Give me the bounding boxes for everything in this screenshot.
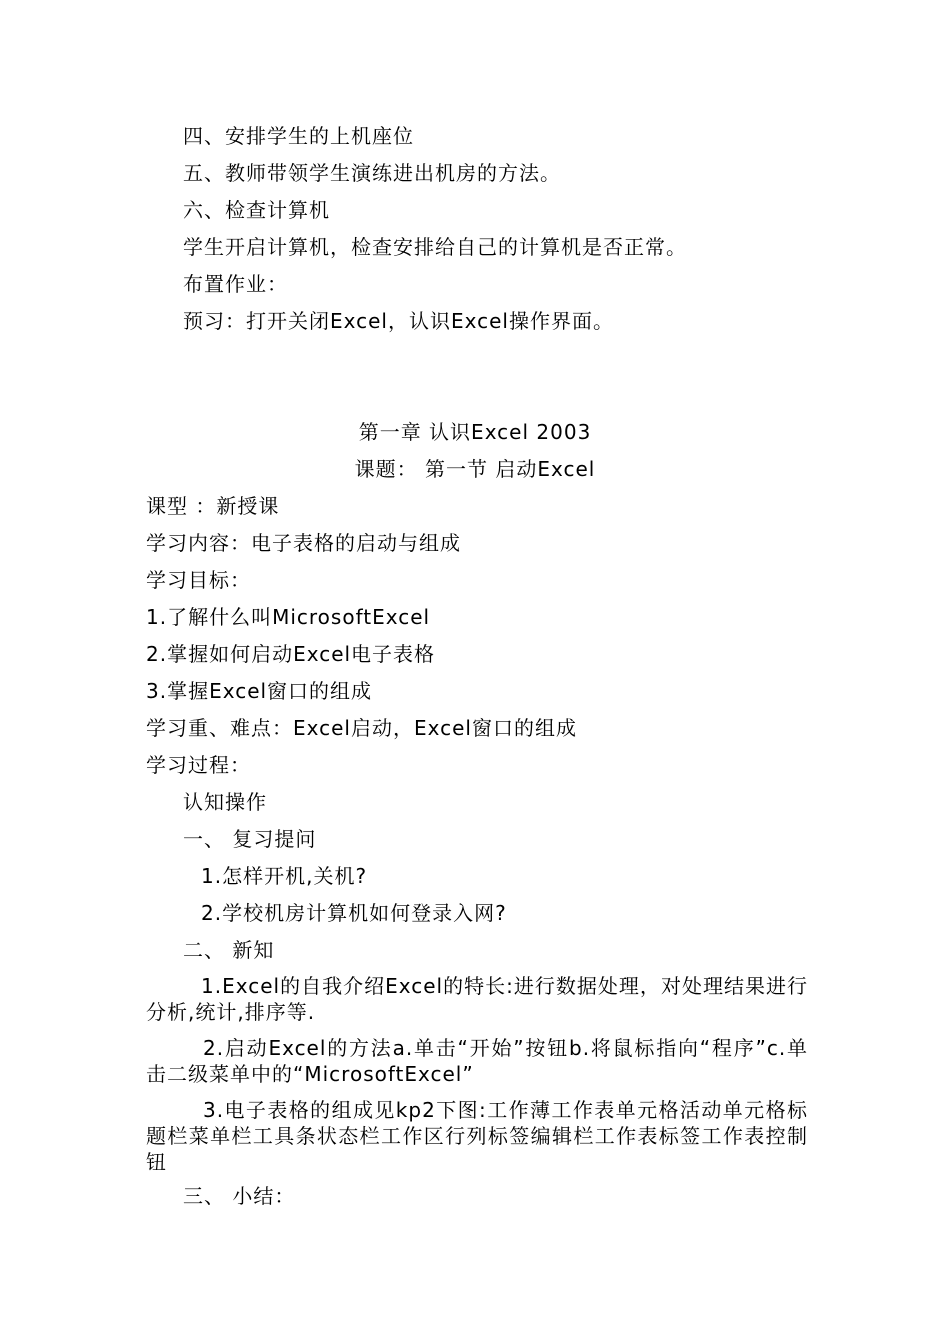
- step-six-detail: 学生开启计算机，检查安排给自己的计算机是否正常。: [183, 235, 687, 259]
- review-item: 1.怎样开机,关机?: [201, 864, 368, 888]
- step-four: 四、安排学生的上机座位: [183, 124, 414, 148]
- homework-label: 布置作业：: [183, 272, 288, 296]
- goal-item: 1.了解什么叫MicrosoftExcel: [146, 605, 431, 629]
- new-knowledge-item: 1.Excel的自我介绍Excel的特长:进行数据处理，对处理结果进行分析,统计,排序等.: [146, 974, 808, 1024]
- topic-title: 课题： 第一节 启动Excel: [354, 457, 596, 481]
- summary-heading: 三、 小结：: [183, 1184, 296, 1208]
- key-points: 学习重、难点：Excel启动，Excel窗口的组成: [146, 716, 577, 740]
- goal-item: 3.掌握Excel窗口的组成: [146, 679, 373, 703]
- goal-item: 2.掌握如何启动Excel电子表格: [146, 642, 436, 666]
- learning-goals-label: 学习目标：: [146, 568, 251, 592]
- learning-content: 学习内容：电子表格的启动与组成: [146, 531, 461, 555]
- step-five: 五、教师带领学生演练进出机房的方法。: [183, 161, 561, 185]
- cognitive-operation-heading: 认知操作: [183, 790, 267, 814]
- homework-preview: 预习：打开关闭Excel，认识Excel操作界面。: [183, 309, 614, 333]
- chapter-title: 第一章 认识Excel 2003: [358, 420, 592, 444]
- new-knowledge-item: 3.电子表格的组成见kp2下图:工作薄工作表单元格活动单元格标题栏菜单栏工具条状态栏工作区行列标签编辑栏工作表标签工作表控制钮: [146, 1098, 808, 1174]
- learning-process-label: 学习过程：: [146, 753, 251, 777]
- lesson-type: 课型 ：新授课: [146, 494, 280, 518]
- review-heading: 一、 复习提问: [183, 827, 317, 851]
- new-knowledge-heading: 二、 新知: [183, 938, 275, 962]
- step-six: 六、检查计算机: [183, 198, 330, 222]
- new-knowledge-item: 2.启动Excel的方法a.单击“开始”按钮b.将鼠标指向“程序”c.单击二级菜单中的“MicrosoftExcel”: [146, 1036, 808, 1086]
- review-item: 2.学校机房计算机如何登录入网?: [201, 901, 507, 925]
